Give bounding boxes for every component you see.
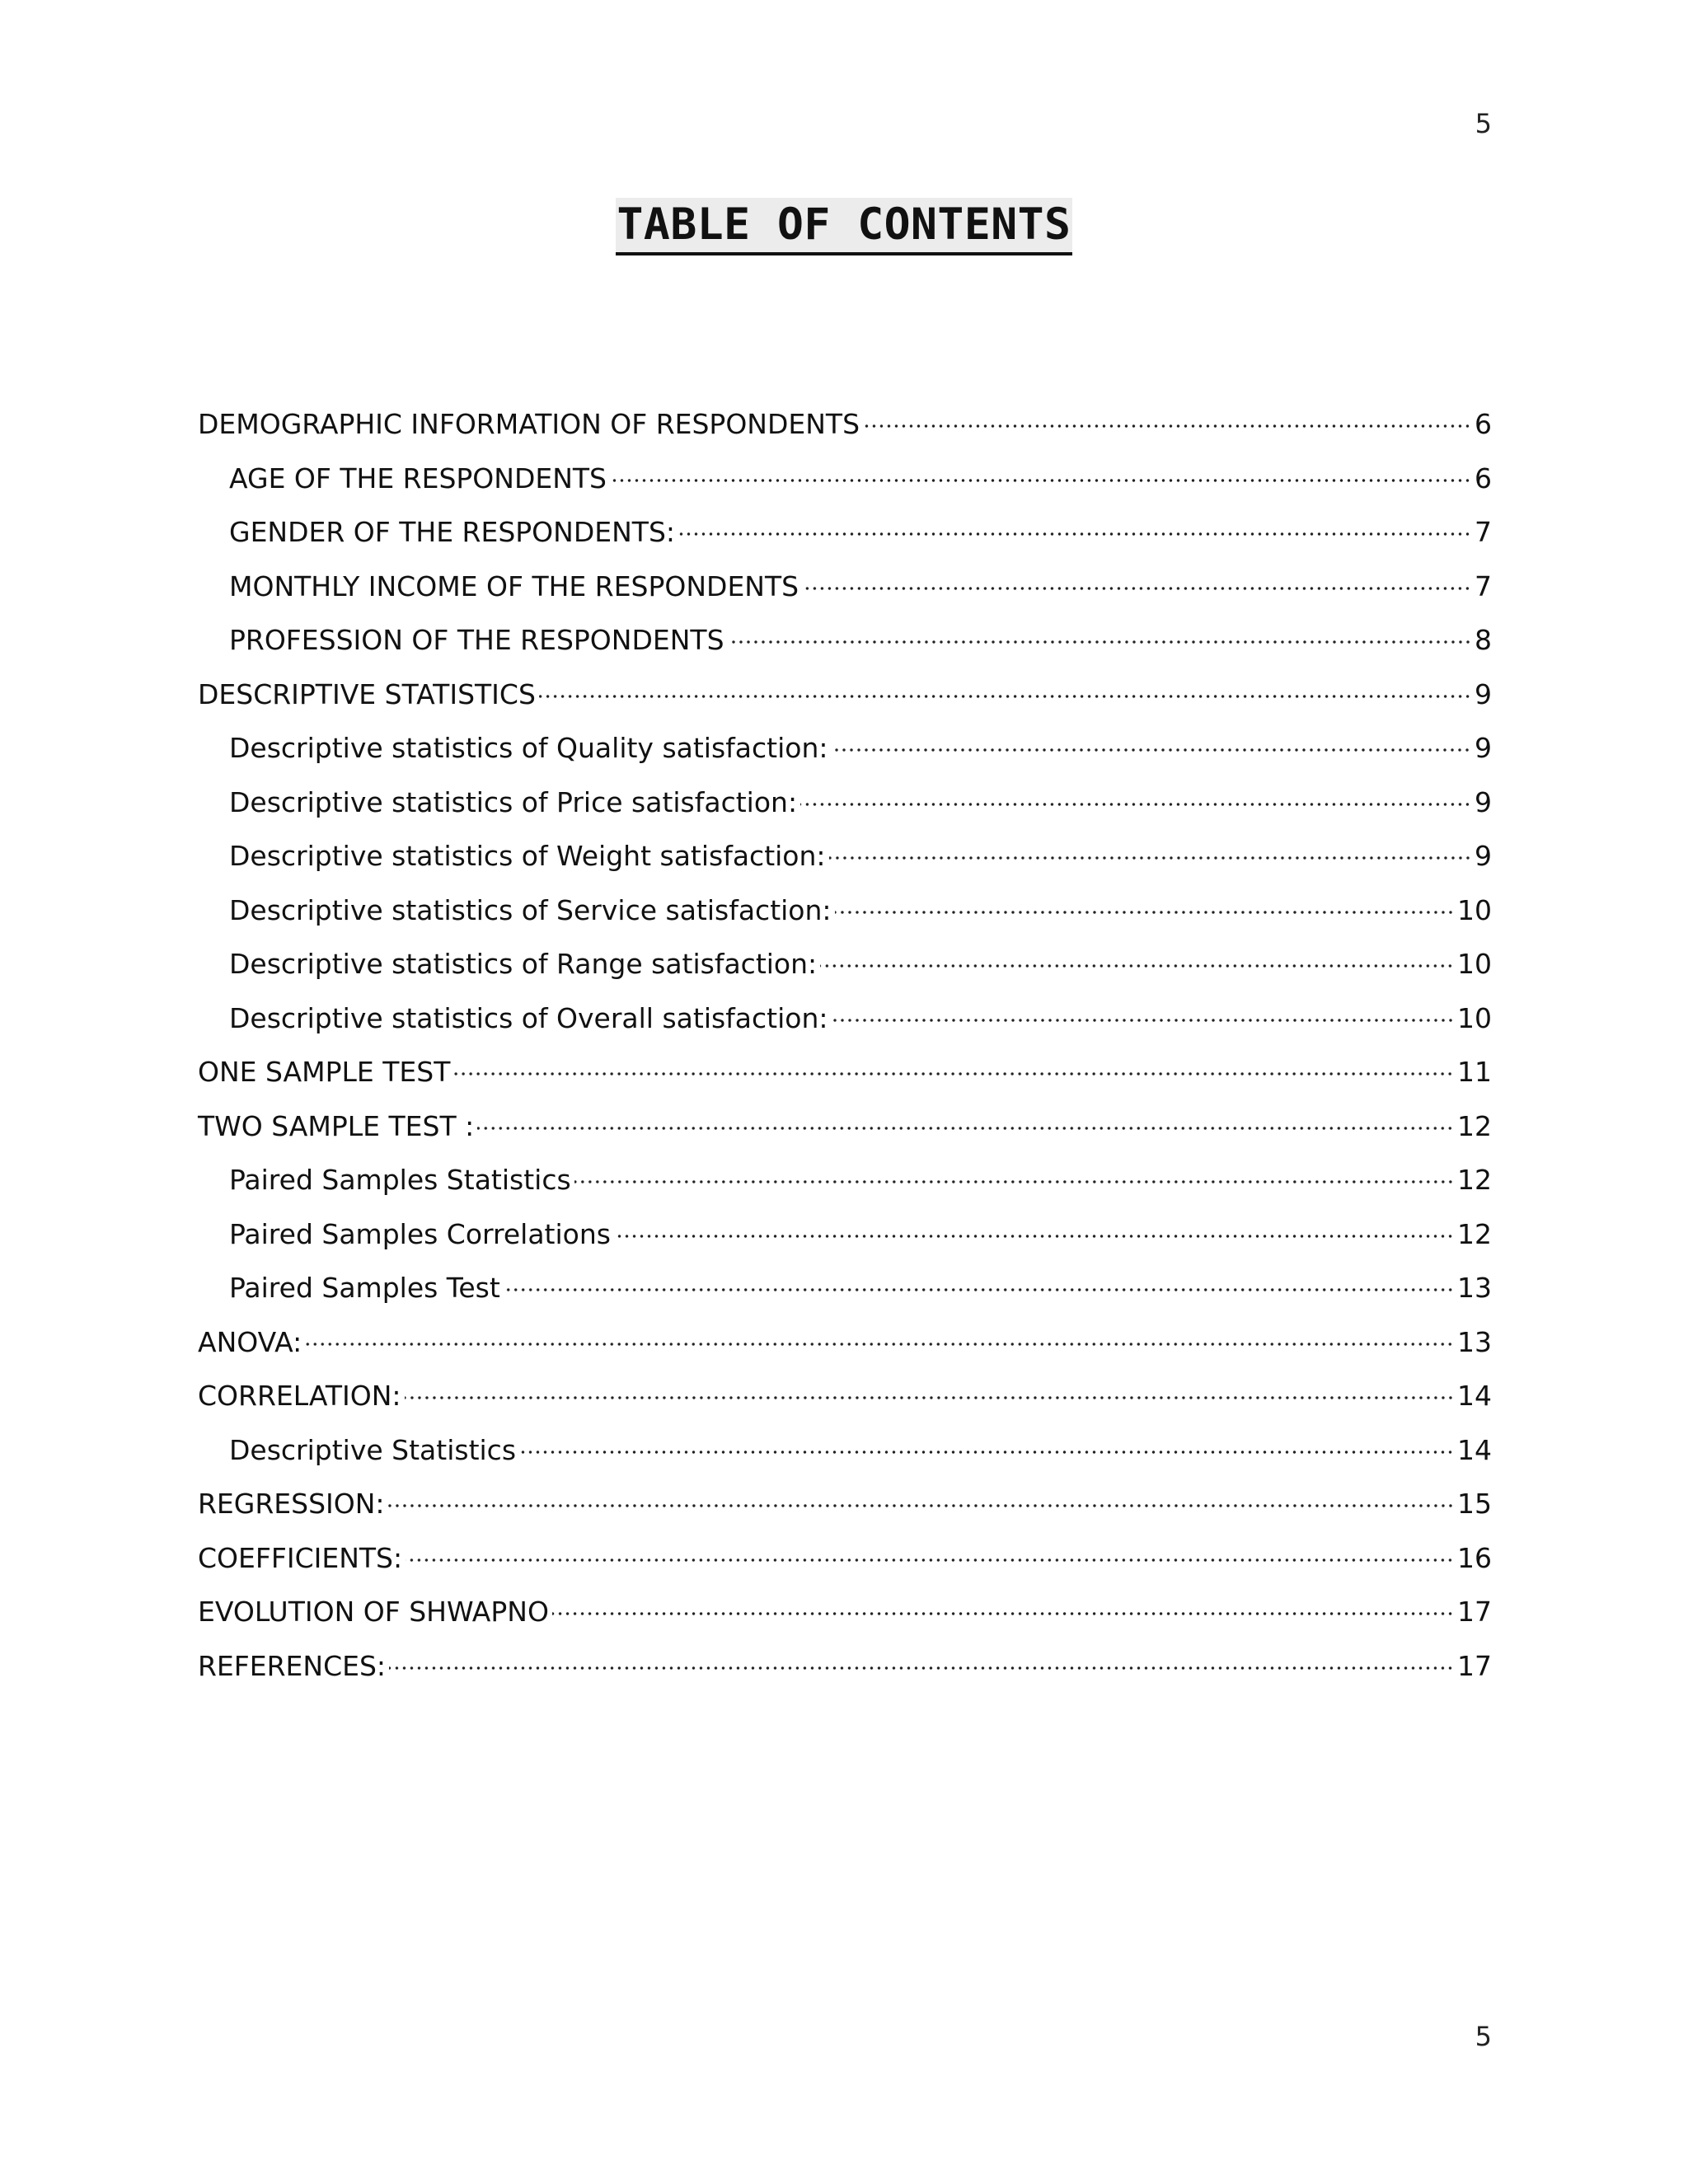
toc-entry[interactable]: [198, 1477, 1492, 1531]
toc-entry[interactable]: [198, 991, 1492, 1046]
footer-page-number: 5: [1475, 2021, 1492, 2052]
toc-entry[interactable]: [198, 937, 1492, 991]
dot-leader: [728, 640, 1471, 644]
toc-entry-page: 9: [1475, 840, 1492, 872]
toc-entry-page: 6: [1475, 408, 1492, 440]
dot-leader: [552, 1612, 1454, 1615]
dot-leader: [614, 1235, 1454, 1238]
toc-entry[interactable]: [198, 883, 1492, 938]
toc-entry[interactable]: [198, 560, 1492, 614]
dot-leader: [406, 1558, 1454, 1562]
toc-entry[interactable]: [198, 1045, 1492, 1099]
toc-entry-title: TWO SAMPLE TEST :: [198, 1109, 475, 1142]
toc-entry-title: GENDER OF THE RESPONDENTS:: [229, 516, 676, 548]
toc-entry-title: DESCRIPTIVE STATISTICS: [198, 677, 536, 710]
toc-entry-page: 10: [1457, 893, 1492, 926]
dot-leader: [835, 911, 1454, 914]
dot-leader: [305, 1343, 1454, 1346]
dot-leader: [829, 856, 1471, 860]
toc-entry-page: 14: [1457, 1380, 1492, 1412]
toc-entry[interactable]: [198, 721, 1492, 776]
toc-entry[interactable]: [198, 1585, 1492, 1639]
toc-entry[interactable]: [198, 505, 1492, 560]
toc-entry-title: Paired Samples Test: [229, 1272, 500, 1304]
toc-entry[interactable]: [198, 1369, 1492, 1423]
toc-entry-page: 6: [1475, 462, 1492, 494]
dot-leader: [405, 1396, 1454, 1399]
dot-leader: [539, 695, 1471, 698]
toc-entry-page: 9: [1475, 677, 1492, 710]
toc-entry[interactable]: [198, 1099, 1492, 1154]
toc-entry-title: Paired Samples Correlations: [229, 1217, 611, 1250]
toc-entry-page: 13: [1457, 1325, 1492, 1358]
toc-entry-page: 15: [1457, 1488, 1492, 1520]
toc-list: [198, 397, 1492, 1693]
toc-entry[interactable]: [198, 668, 1492, 722]
toc-entry-title: Descriptive statistics of Range satisfaction:: [229, 948, 818, 980]
header-page-number: 5: [1475, 108, 1492, 139]
toc-entry-page: 12: [1457, 1164, 1492, 1196]
toc-entry[interactable]: [198, 829, 1492, 883]
toc-entry-title: REGRESSION:: [198, 1488, 385, 1520]
toc-entry-title: Descriptive statistics of Weight satisfaction:: [229, 840, 826, 872]
toc-entry-page: 14: [1457, 1433, 1492, 1466]
toc-entry[interactable]: [198, 1315, 1492, 1370]
toc-title-text: TABLE OF CONTENTS: [616, 198, 1073, 255]
toc-entry-page: 17: [1457, 1649, 1492, 1682]
dot-leader: [519, 1451, 1454, 1454]
toc-entry[interactable]: [198, 613, 1492, 668]
toc-entry[interactable]: [198, 452, 1492, 506]
toc-entry-title: ANOVA:: [198, 1325, 302, 1358]
dot-leader: [800, 803, 1471, 806]
toc-entry-title: AGE OF THE RESPONDENTS: [229, 462, 607, 494]
toc-entry-page: 17: [1457, 1596, 1492, 1628]
dot-leader: [504, 1288, 1454, 1291]
dot-leader: [831, 748, 1471, 752]
toc-entry[interactable]: [198, 1531, 1492, 1586]
toc-entry-page: 10: [1457, 948, 1492, 980]
toc-entry-title: DEMOGRAPHIC INFORMATION OF RESPONDENTS: [198, 408, 860, 440]
toc-entry-page: 9: [1475, 785, 1492, 818]
dot-leader: [453, 1072, 1454, 1076]
toc-entry-page: 11: [1457, 1056, 1492, 1088]
toc-entry-title: Descriptive statistics of Overall satisfaction:: [229, 1001, 828, 1034]
dot-leader: [574, 1180, 1454, 1183]
toc-entry-page: 13: [1457, 1272, 1492, 1304]
toc-entry-page: 10: [1457, 1001, 1492, 1034]
toc-entry-title: MONTHLY INCOME OF THE RESPONDENTS: [229, 569, 799, 602]
toc-entry-page: 12: [1457, 1109, 1492, 1142]
toc-entry[interactable]: [198, 776, 1492, 830]
toc-entry-page: 16: [1457, 1541, 1492, 1574]
dot-leader: [832, 1019, 1455, 1022]
toc-entry[interactable]: [198, 1423, 1492, 1478]
toc-entry-title: PROFESSION OF THE RESPONDENTS: [229, 624, 724, 656]
toc-entry-title: ONE SAMPLE TEST: [198, 1056, 451, 1088]
toc-entry-title: REFERENCES:: [198, 1649, 387, 1682]
toc-entry-title: CORRELATION:: [198, 1380, 401, 1412]
toc-entry-page: 7: [1475, 516, 1492, 548]
toc-entry-title: Descriptive statistics of Quality satisfaction:: [229, 732, 828, 764]
toc-entry-page: 9: [1475, 732, 1492, 764]
toc-entry-title: COEFFICIENTS:: [198, 1541, 403, 1574]
dot-leader: [820, 964, 1454, 968]
toc-title: [0, 198, 1688, 255]
toc-entry-title: Descriptive statistics of Price satisfaction:: [229, 785, 798, 818]
dot-leader: [388, 1504, 1454, 1507]
toc-entry[interactable]: [198, 1261, 1492, 1315]
dot-leader: [477, 1127, 1454, 1130]
toc-entry[interactable]: [198, 1639, 1492, 1694]
dot-leader: [389, 1666, 1454, 1670]
dot-leader: [678, 532, 1471, 536]
toc-entry[interactable]: [198, 1153, 1492, 1207]
toc-entry-page: 7: [1475, 569, 1492, 602]
dot-leader: [610, 479, 1471, 482]
toc-entry-title: EVOLUTION OF SHWAPNO: [198, 1596, 549, 1628]
toc-entry-title: Descriptive Statistics: [229, 1433, 517, 1466]
toc-entry[interactable]: [198, 397, 1492, 452]
toc-entry-page: 8: [1475, 624, 1492, 656]
dot-leader: [802, 587, 1471, 590]
toc-entry-title: Paired Samples Statistics: [229, 1164, 571, 1196]
toc-entry[interactable]: [198, 1207, 1492, 1262]
toc-entry-page: 12: [1457, 1217, 1492, 1250]
dot-leader: [863, 424, 1471, 428]
toc-entry-title: Descriptive statistics of Service satisfaction:: [229, 893, 832, 926]
